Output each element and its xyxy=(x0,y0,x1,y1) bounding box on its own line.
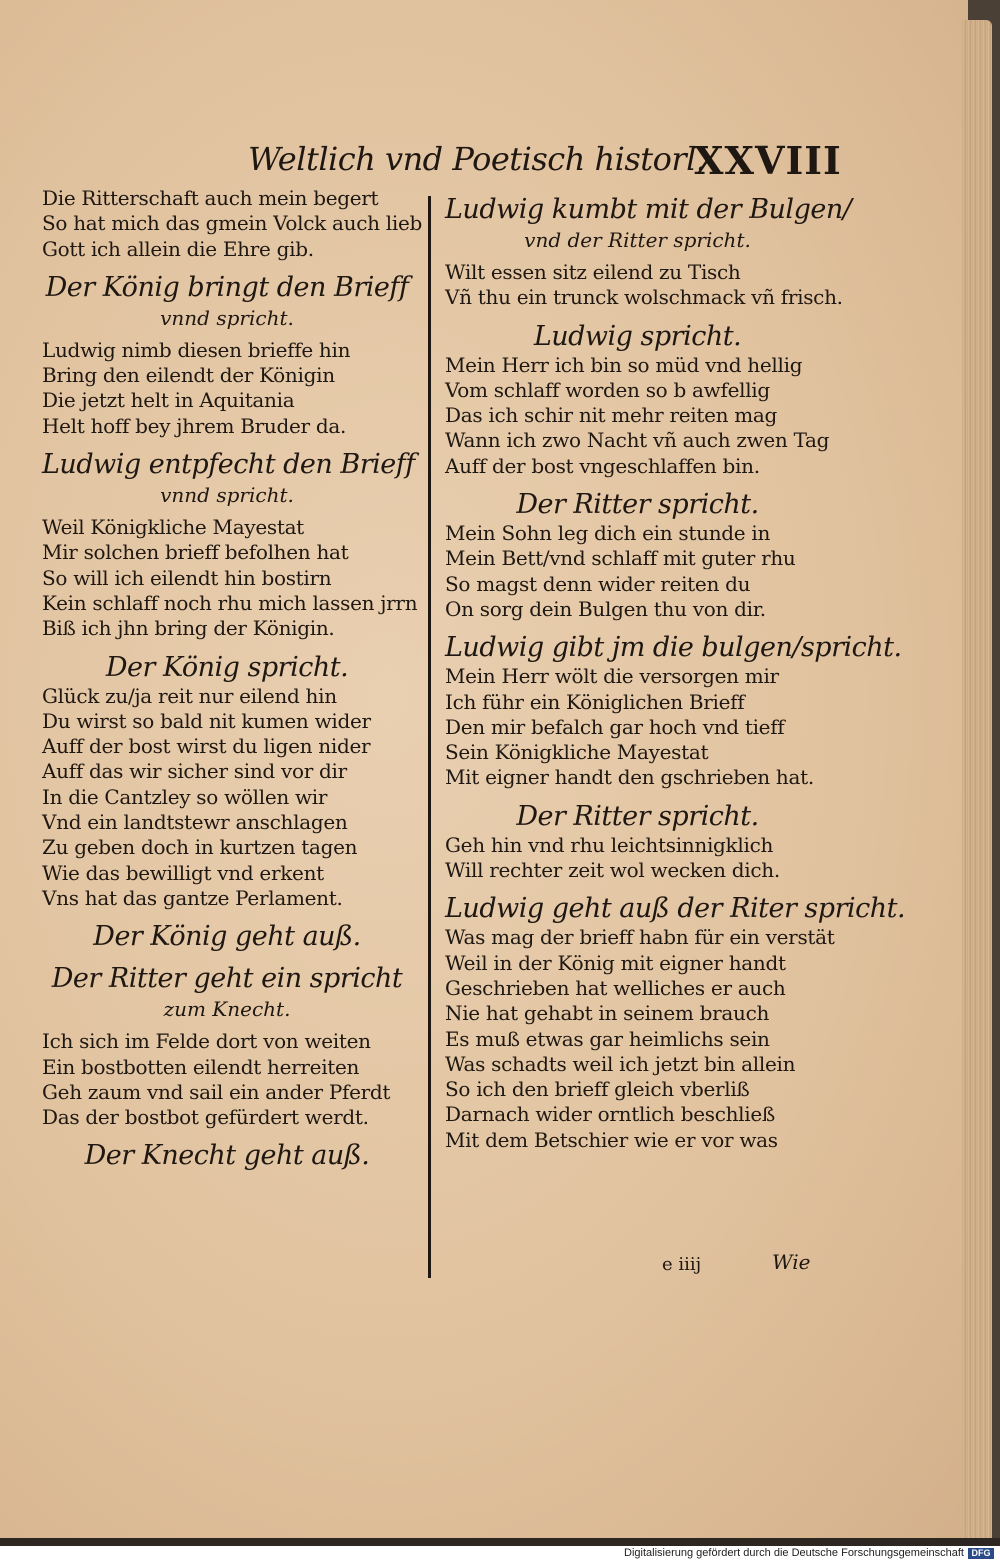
speaker-heading: Der König geht auß. xyxy=(93,921,361,953)
verse-line: So ich den brieff gleich vberliß xyxy=(445,1077,750,1102)
dfg-logo-icon: DFG xyxy=(968,1548,994,1559)
verse-line: Wann ich zwo Nacht vñ auch zwen Tag xyxy=(445,428,830,453)
digitization-footer xyxy=(0,1546,1000,1561)
verse-line: Den mir befalch gar hoch vnd tieff xyxy=(445,714,785,739)
verse-line: Ich sich im Felde dort von weiten xyxy=(42,1029,371,1054)
verse-line: Weil Königkliche Mayestat xyxy=(42,515,304,540)
speaker-heading: Der König bringt den Brieff xyxy=(45,271,409,303)
verse-line: Geh zaum vnd sail ein ander Pferdt xyxy=(42,1079,391,1104)
verse-line: Mit eigner handt den gschrieben hat. xyxy=(445,765,814,790)
verse-line: Sein Königkliche Mayestat xyxy=(445,740,709,765)
catchword: Wie xyxy=(772,1250,811,1274)
verse-line: Geschrieben hat welliches er auch xyxy=(445,975,786,1000)
page-edge-stack xyxy=(962,20,992,1545)
verse-line: Es muß etwas gar heimlichs sein xyxy=(445,1026,770,1051)
speaker-subheading: vnnd spricht. xyxy=(160,483,294,508)
verse-line: Wilt essen sitz eilend zu Tisch xyxy=(445,260,741,284)
speaker-subheading: vnd der Ritter spricht. xyxy=(524,228,751,252)
verse-line: Die jetzt helt in Aquitania xyxy=(42,388,295,413)
speaker-heading: Ludwig gibt jm die bulgen/spricht. xyxy=(445,632,902,664)
verse-line: Will rechter zeit wol wecken dich. xyxy=(445,858,780,883)
speaker-heading: Der Ritter spricht. xyxy=(516,800,759,832)
verse-line: So hat mich das gmein Volck auch lieb xyxy=(42,211,422,236)
footer-credit: Digitalisierung gefördert durch die Deutsche Forschungsgemeinschaft xyxy=(624,1547,964,1559)
verse-line: Mein Bett/vnd schlaff mit guter rhu xyxy=(445,546,796,571)
verse-line: Das ich schir nit mehr reiten mag xyxy=(445,403,778,428)
verse-line: Was schadts weil ich jetzt bin allein xyxy=(445,1051,796,1076)
speaker-heading: Der Knecht geht auß. xyxy=(84,1140,370,1172)
verse-line: So will ich eilendt hin bostirn xyxy=(42,565,332,590)
speaker-heading: Ludwig spricht. xyxy=(533,320,742,352)
verse-line: In die Cantzley so wöllen wir xyxy=(42,784,328,809)
verse-line: Vñ thu ein trunck wolschmack vñ frisch. xyxy=(445,285,843,310)
verse-line: Auff der bost wirst du ligen nider xyxy=(42,734,371,759)
verse-line: Bring den eilendt der Königin xyxy=(42,363,335,388)
verse-line: Wie das bewilligt vnd erkent xyxy=(42,860,324,885)
verse-line: Gott ich allein die Ehre gib. xyxy=(42,236,314,261)
verse-line: Ich führ ein Königlichen Brieff xyxy=(445,689,745,714)
verse-line: Ein bostbotten eilendt herreiten xyxy=(42,1054,360,1079)
verse-line: Darnach wider orntlich beschließ xyxy=(445,1102,775,1127)
verse-line: Auff das wir sicher sind vor dir xyxy=(42,759,347,784)
verse-line: Helt hoff bey jhrem Bruder da. xyxy=(42,413,347,438)
verse-line: Biß ich jhn bring der Königin. xyxy=(42,616,335,641)
speaker-heading: Ludwig entpfecht den Brieff xyxy=(42,449,415,481)
verse-line: Zu geben doch in kurtzen tagen xyxy=(42,835,358,860)
book-shadow xyxy=(0,1538,1000,1546)
verse-line: Was mag der brieff habn für ein verstät xyxy=(445,925,835,950)
running-title: Weltlich vnd Poetisch historl. xyxy=(248,140,706,178)
speaker-heading: Der Ritter geht ein spricht xyxy=(51,963,403,995)
verse-line: Das der bostbot gefürdert werdt. xyxy=(42,1105,369,1130)
verse-line: Weil in der König mit eigner handt xyxy=(445,950,786,975)
verse-line: Glück zu/ja reit nur eilend hin xyxy=(42,683,337,708)
speaker-heading: Ludwig kumbt mit der Bulgen/ xyxy=(445,194,852,225)
verse-line: So magst denn wider reiten du xyxy=(445,571,751,596)
verse-line: On sorg dein Bulgen thu von dir. xyxy=(445,596,766,621)
verse-line: Mein Herr wölt die versorgen mir xyxy=(445,664,779,689)
verse-line: Mein Sohn leg dich ein stunde in xyxy=(445,521,771,546)
verse-line: Kein schlaff noch rhu mich lassen jrrn xyxy=(42,590,418,615)
speaker-heading: Ludwig geht auß der Riter spricht. xyxy=(445,893,906,925)
left-text-column xyxy=(42,186,422,1172)
verse-line: Auff der bost vngeschlaffen bin. xyxy=(445,453,760,478)
speaker-heading: Der Ritter spricht. xyxy=(516,489,759,521)
verse-line: Geh hin vnd rhu leichtsinnigklich xyxy=(445,832,774,857)
speaker-subheading: vnnd spricht. xyxy=(160,305,294,330)
verse-line: Vns hat das gantze Perlament. xyxy=(42,885,343,910)
right-text-column xyxy=(445,194,906,1153)
column-divider-rule xyxy=(428,196,431,1278)
verse-line: Mit dem Betschier wie er vor was xyxy=(445,1127,778,1152)
verse-line: Ludwig nimb diesen brieffe hin xyxy=(42,337,351,362)
verse-line: Mir solchen brieff befolhen hat xyxy=(42,540,349,565)
speaker-subheading: zum Knecht. xyxy=(163,997,291,1022)
signature-mark: e iiij xyxy=(662,1254,702,1275)
verse-line: Nie hat gehabt in seinem brauch xyxy=(445,1001,770,1026)
verse-line: Vom schlaff worden so b awfellig xyxy=(445,377,770,402)
folio-number: XXVIII xyxy=(694,138,842,183)
verse-line: Du wirst so bald nit kumen wider xyxy=(42,708,371,733)
speaker-heading: Der König spricht. xyxy=(105,651,349,683)
verse-line: Vnd ein landtstewr anschlagen xyxy=(42,810,348,835)
verse-line: Die Ritterschaft auch mein begert xyxy=(42,186,379,210)
verse-line: Mein Herr ich bin so müd vnd hellig xyxy=(445,352,803,377)
